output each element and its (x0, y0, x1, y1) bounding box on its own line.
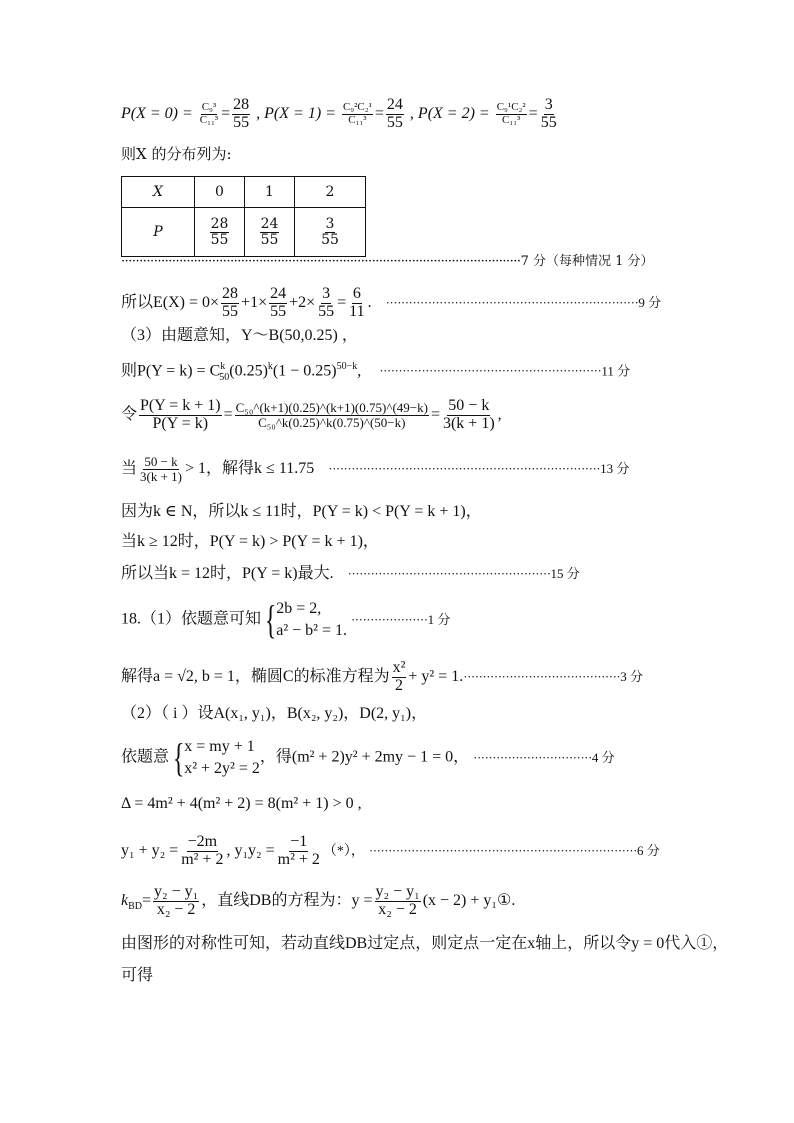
equation-system (276, 598, 347, 641)
p-x1-label: , P(X = 1) = (256, 104, 336, 122)
equals: = (221, 104, 231, 122)
num: C₅₀^(k+1)(0.25)^(k+1)(0.75)^(49−k) (235, 400, 428, 416)
num: y₂ − y₁ (154, 883, 199, 900)
term: (1 − 0.25) (272, 362, 337, 380)
num: 3 (322, 285, 331, 302)
pmf-line (121, 362, 630, 383)
sup: 50−k (336, 361, 358, 372)
num: 28 (222, 285, 239, 302)
equation: 2b = 2, (276, 600, 322, 617)
num: −1 (290, 833, 308, 850)
expectation-prefix: 所以E(X) = 0× (121, 293, 220, 311)
equals: = (528, 104, 538, 122)
quadratic-text: ，得(m² + 2)y² + 2my − 1 = 0， (259, 748, 470, 766)
leader-dots: ···················· (350, 612, 428, 628)
inequality-line (121, 455, 629, 483)
binomial-line: （3）由题意知，Y～B(50,0.25) ， (121, 327, 358, 344)
leader-dots: ····················································· (347, 566, 551, 581)
den: P(Y = k) (152, 414, 209, 432)
den: 2 (395, 676, 403, 694)
comb-num: C₉²C₂¹ (342, 101, 372, 114)
num: x² (392, 659, 406, 676)
den: m² + 2 (277, 850, 320, 868)
equation-system (184, 736, 260, 779)
sup: k (220, 361, 226, 372)
den: m² + 2 (181, 850, 224, 868)
score-text: 6 分 (636, 842, 660, 858)
table-cell (245, 208, 295, 257)
pmf-prefix: 则P(Y = k) = C (121, 362, 221, 380)
star-note: （*）， (322, 843, 365, 859)
expectation-line (121, 286, 661, 321)
sub: 50 (219, 371, 230, 383)
comb-den: C₁₁³ (348, 113, 367, 126)
comb-num: C₉¹C₂² (496, 101, 526, 114)
num: 28 (233, 96, 250, 113)
line-equation-label: ，直线DB的方程为：y = (201, 891, 373, 909)
comb-fraction-0 (199, 102, 219, 126)
num: 50 − k (144, 454, 178, 469)
sum-label: y₁ + y₂ = (121, 841, 179, 859)
product-label: , y₁y₂ = (226, 841, 275, 859)
score-text: 1 分 (427, 612, 451, 628)
equals: = (374, 104, 384, 122)
table-cell: 0 (195, 177, 245, 208)
line-equation-tail: (x − 2) + y₁①. (422, 891, 516, 909)
equation: a² − b² = 1. (276, 621, 347, 639)
distribution-table (121, 176, 366, 257)
fraction-24-55 (386, 97, 404, 132)
term: (0.25) (229, 362, 268, 380)
table-cell: P (122, 208, 195, 257)
equation: x = my + 1 (184, 738, 255, 755)
den: 11 (349, 302, 365, 320)
operator: = (337, 293, 347, 311)
prob-formulas-line (121, 97, 560, 132)
den: C₅₀^k(0.25)^k(0.75)^(50−k) (258, 414, 406, 430)
equation: x² + 2y² = 2 (184, 759, 260, 777)
table-cell: 1 (245, 177, 295, 208)
num: P(Y = k + 1) (140, 397, 221, 414)
q18-system-line (121, 598, 450, 641)
q18-prefix: 18.（1）依题意可知 (121, 610, 262, 628)
ratio-prefix: 令 (121, 405, 138, 423)
operator: +1× (241, 293, 268, 311)
ratio-line (121, 398, 502, 433)
den: 55 (270, 302, 287, 320)
period: . (367, 293, 372, 311)
leader-dots: ······························· (473, 750, 592, 766)
score-text: 4 分 (591, 750, 615, 766)
ellipse-text: 解得a = √2, b = 1，椭圆C的标准方程为 (121, 667, 390, 685)
leader-dots: ······································································ (368, 842, 637, 858)
table-header-row (122, 177, 366, 208)
den: 3(k + 1) (442, 414, 495, 432)
inequality-text: > 1，解得k ≤ 11.75 (185, 459, 315, 477)
table-cell: X (122, 177, 195, 208)
comb-num: C₉³ (201, 101, 217, 114)
den: 55 (540, 113, 557, 131)
table-cell: 2 (295, 177, 366, 208)
num: 28 (210, 215, 229, 232)
comma: , (497, 405, 502, 423)
num: 24 (260, 215, 279, 232)
score-line-7 (121, 255, 654, 268)
score-text: 13 分 (600, 460, 630, 476)
leader-dots: ·································································· (385, 294, 639, 310)
brace-icon: { (172, 734, 185, 780)
den: 55 (233, 113, 250, 131)
equals: = (223, 405, 233, 423)
num: −2m (187, 833, 218, 850)
leader-dots: ········································· (463, 668, 621, 684)
comma: , (357, 362, 362, 380)
fraction-3-55 (540, 97, 558, 132)
p-x0-label: P(X = 0) = (121, 104, 193, 122)
slope-k: k (121, 891, 129, 909)
num: 24 (386, 96, 403, 113)
fraction-28-55 (232, 97, 250, 132)
den: 55 (222, 302, 239, 320)
sup: k (267, 361, 273, 372)
equation-tail: + y² = 1. (408, 667, 464, 685)
score-text: 3 分 (620, 668, 644, 684)
points-line: （2）（ i ）设A(x₁, y₁)，B(x₂, y₂)，D(2, y₁)， (121, 705, 428, 722)
substitution-prefix: 依题意 (121, 748, 170, 766)
den: 55 (260, 231, 279, 248)
den: 55 (321, 231, 339, 248)
num: 50 − k (448, 397, 490, 414)
den: 55 (210, 231, 229, 248)
num: 3 (544, 96, 553, 113)
distribution-intro: 则X 的分布列为: (121, 145, 232, 163)
symmetry-line: 由图形的对称性可知，若动直线DB过定点，则定点一定在x轴上，所以令y = 0代入①， (121, 935, 729, 952)
num: 3 (325, 215, 335, 232)
sub: BD (128, 901, 143, 913)
num: 6 (352, 285, 361, 302)
table-row (122, 208, 366, 257)
comb-den: C₁₁³ (502, 113, 521, 126)
den: x₂ − 2 (378, 900, 417, 918)
table-cell (195, 208, 245, 257)
conclusion-line (121, 566, 580, 582)
vieta-line (121, 834, 660, 869)
brace-icon: { (264, 596, 277, 642)
table-cell (295, 208, 366, 257)
score-text: 7 分（每种情况 1 分） (520, 254, 654, 269)
den: 3(k + 1) (140, 468, 183, 484)
den: 55 (318, 302, 335, 320)
score-text: 9 分 (638, 294, 662, 310)
discriminant-line: Δ = 4m² + 4(m² + 2) = 8(m² + 1) > 0 , (121, 795, 362, 812)
leader-dots: ·············································································································· (121, 254, 521, 269)
equals: = (430, 405, 440, 423)
equals: = (142, 891, 152, 909)
num: y₂ − y₁ (375, 883, 420, 900)
result-line: 可得 (121, 967, 154, 984)
comb-fraction-1 (342, 102, 373, 126)
when-prefix: 当 (121, 459, 138, 477)
substitution-line (121, 736, 615, 779)
operator: +2× (289, 293, 316, 311)
den: x₂ − 2 (156, 900, 196, 918)
leader-dots: ······································································· (328, 460, 601, 476)
score-text: 15 分 (550, 566, 580, 581)
den: 55 (386, 113, 403, 131)
leader-dots: ·························································· (379, 363, 602, 379)
score-text: 11 分 (601, 363, 631, 379)
case-line-2: 当k ≥ 12时，P(Y = k) > P(Y = k + 1)， (121, 533, 379, 550)
ellipse-line (121, 660, 643, 695)
case-line-1: 因为k ∈ N，所以k ≤ 11时，P(Y = k) < P(Y = k + 1)， (121, 503, 482, 520)
comb-den: C₁₁³ (199, 113, 219, 126)
num: 24 (270, 285, 287, 302)
conclusion-text: 所以当k = 12时，P(Y = k)最大. (121, 565, 334, 582)
p-x2-label: , P(X = 2) = (409, 104, 490, 122)
comb-fraction-2 (496, 102, 527, 126)
slope-line (121, 884, 515, 919)
